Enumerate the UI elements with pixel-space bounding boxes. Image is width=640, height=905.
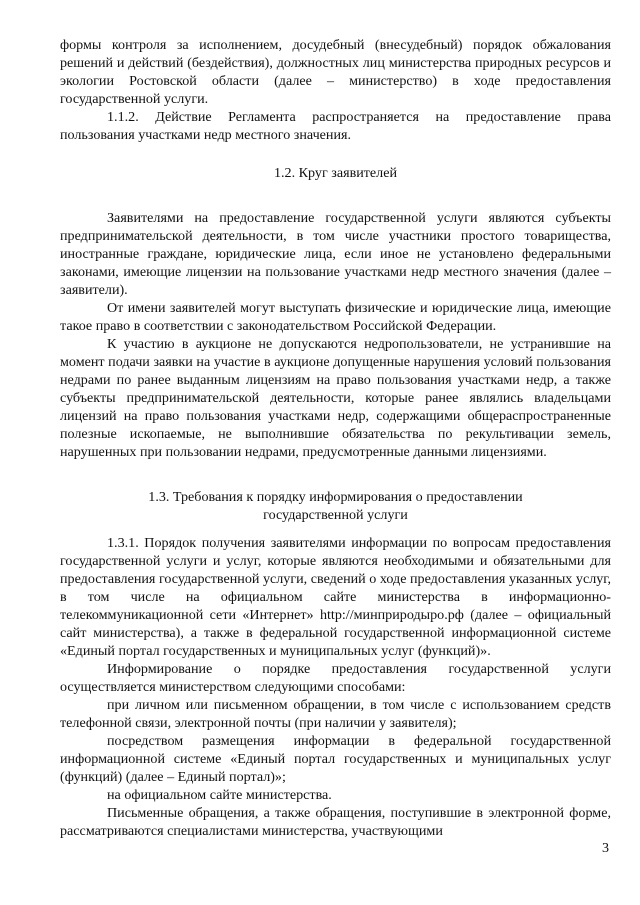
paragraph-written-requests: Письменные обращения, а также обращения, поступившие в электронной форме, рассматриваются специалистами министерства, участвующими: [60, 805, 611, 839]
section-heading-1-2: 1.2. Круг заявителей: [273, 165, 398, 181]
section-heading-1-3-line2: государственной услуги: [263, 507, 408, 523]
paragraph-applicants: Заявителями на предоставление государственной услуги являются субъекты предпринимательской деятельности, в том числе участники простого товарищества, иностранные граждане, юридические лица, если иное не установлено федеральными законами, имеющие лицензии на пользование участками недр местного значения (далее – заявители).: [60, 210, 611, 298]
paragraph-method-personal: при личном или письменном обращении, в том числе с использованием средств телефонной связи, электронной почты (при наличии у заявителя);: [60, 697, 611, 731]
paragraph-method-website: на официальном сайте министерства.: [107, 787, 332, 803]
page-number: 3: [601, 840, 609, 856]
section-heading-1-3-line1: 1.3. Требования к порядку информирования о предоставлении: [148, 489, 523, 505]
paragraph-representatives: От имени заявителей могут выступать физические и юридические лица, имеющие такое право в соответствии с законодательством Российской Федерации.: [60, 300, 611, 334]
document-page: [60, 36, 611, 840]
paragraph-scope-intro: формы контроля за исполнением, досудебный (внесудебный) порядок обжалования решений и действий (бездействия), должностных лиц министерства природных ресурсов и экологии Ростовской области (далее – министерство) в ходе предоставления государственной услуги.: [60, 37, 611, 107]
section-heading-1-3: [60, 488, 611, 524]
paragraph-method-portal: посредством размещения информации в федеральной государственной информационной системе «Единый портал государственных и муниципальных услуг (функций) (далее – Единый портал)»;: [60, 733, 611, 785]
paragraph-1-3-1: 1.3.1. Порядок получения заявителями информации по вопросам предоставления государственной услуги и услуг, которые являются необходимыми и обязательными для предоставления государственной услуги, сведений о ходе предоставления указанных услуг, в том числе на официальном сайте министерства в информационно-телекоммуникационной сети «Интернет» http://минприродыро.рф (далее – официальный сайт министерства), а также в федеральной государственной информационной системе «Единый портал государственных и муниципальных услуг (функций)».: [60, 535, 611, 659]
paragraph-1-1-2: 1.1.2. Действие Регламента распространяется на предоставление права пользования участками недр местного значения.: [60, 109, 611, 143]
paragraph-auction-restrictions: К участию в аукционе не допускаются недропользователи, не устранившие на момент подачи заявки на участие в аукционе допущенные нарушения условий пользования недрами по ранее выданным лицензиям на право пользования участками недр, а также субъекты предпринимательской деятельности, которые ранее являлись владельцами лицензий на право пользования участками недр, содержащими общераспространенные полезные ископаемые, не выполнившие обязательства по рекультивации земель, нарушенных при пользовании недрами, предусмотренные данными лицензиями.: [60, 336, 611, 460]
paragraph-informing-methods: Информирование о порядке предоставления государственной услуги осуществляется министерством следующими способами:: [60, 661, 611, 695]
